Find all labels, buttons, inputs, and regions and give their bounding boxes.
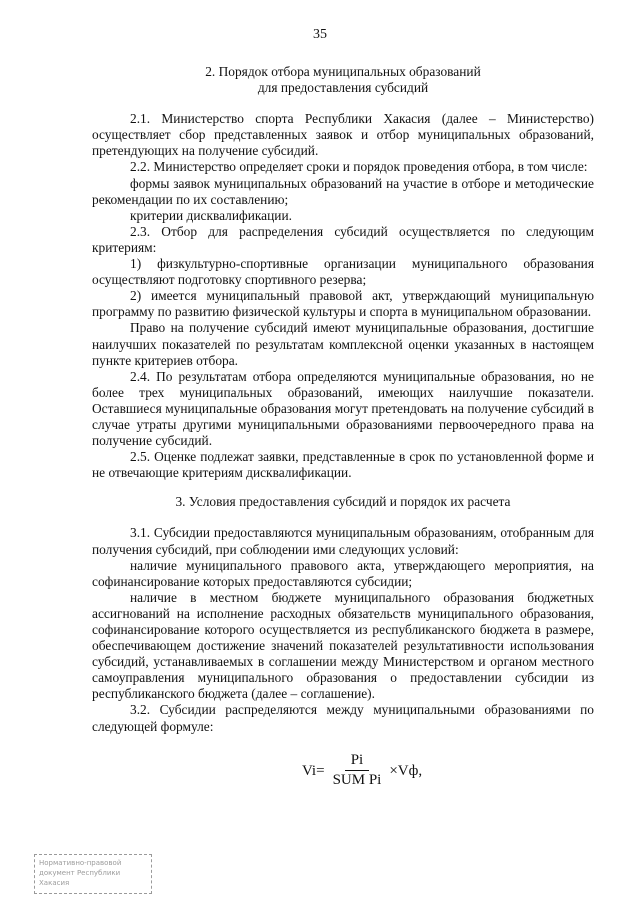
paragraph-2-3-right: Право на получение субсидий имеют муниципальные образования, достигшие наилучших показателей по результатам комплексной оценки указанных в настоящем пункте критериев отбора. bbox=[92, 320, 594, 368]
stamp-line-3: Хакасия bbox=[39, 879, 70, 887]
paragraph-3-1-condition-2: наличие в местном бюджете муниципального образования бюджетных ассигнований на исполнение расходных обязательств муниципального образования, софинансирование которого осуществляется из республиканского бюджета в размере, обеспечивающем достижение значений показателей результативности использования субсидий, устанавливаемых в соглашении между Министерством и органом местного самоуправления муниципального образования о предоставлении субсидии из республиканского бюджета (далее – соглашение). bbox=[92, 589, 594, 702]
formula-numerator: Pi bbox=[345, 752, 370, 771]
paragraph-2-1: 2.1. Министерство спорта Республики Хакасия (далее – Министерство) осуществляет сбор представленных заявок и отбор муниципальных образований, претендующих на получение субсидий. bbox=[92, 111, 594, 159]
paragraph-2-3-item-1: 1) физкультурно-спортивные организации муниципального образования осуществляют подготовку спортивного резерва; bbox=[92, 256, 594, 288]
paragraph-3-2: 3.2. Субсидии распределяются между муниципальными образованиями по следующей формуле: bbox=[92, 702, 594, 734]
section-2-heading bbox=[92, 64, 594, 96]
formula-denominator: SUM Pi bbox=[332, 772, 382, 789]
paragraph-2-5: 2.5. Оценке подлежат заявки, представленные в срок по установленной форме и не отвечающие критериям дисквалификации. bbox=[92, 449, 594, 481]
formula-fraction bbox=[327, 752, 388, 789]
paragraph-3-1: 3.1. Субсидии предоставляются муниципальным образованиям, отобранным для получения субсидий, при соблюдении ими следующих условий: bbox=[92, 525, 594, 557]
registry-stamp bbox=[34, 854, 152, 894]
formula-row bbox=[92, 749, 594, 797]
subsidy-formula bbox=[302, 749, 422, 793]
paragraph-2-3-item-2: 2) имеется муниципальный правовой акт, утверждающий муниципальную программу по развитию физической культуры и спорта в муниципальном образовании. bbox=[92, 288, 594, 320]
paragraph-2-2-criteria: критерии дисквалификации. bbox=[130, 207, 292, 223]
formula-rhs: ×Vф, bbox=[389, 762, 423, 779]
paragraph-2-2-forms: формы заявок муниципальных образований на участие в отборе и методические рекомендации по их составлению; bbox=[92, 175, 594, 207]
paragraph-2-4: 2.4. По результатам отбора определяются муниципальные образования, но не более трех муниципальных образований, имеющих наилучшие показатели. Оставшиеся муниципальные образования могут претендовать на получение субсидий в случае утраты другими муниципальными образованиями первоочередного права на получение субсидий. bbox=[92, 368, 594, 449]
stamp-line-1: Нормативно-правовой bbox=[39, 859, 122, 867]
stamp-line-2: документ Республики bbox=[39, 869, 121, 877]
paragraph-3-1-condition-1: наличие муниципального правового акта, утверждающего мероприятия, на софинансирование которых предоставляются субсидии; bbox=[92, 557, 594, 589]
section-2-heading-line-2: для предоставления субсидий bbox=[257, 80, 429, 96]
section-3-heading: 3. Условия предоставления субсидий и порядок их расчета bbox=[175, 494, 511, 510]
section-2-heading-line-1: 2. Порядок отбора муниципальных образований bbox=[205, 64, 481, 79]
formula-lhs: Vi= bbox=[302, 762, 325, 779]
page-number: 35 bbox=[313, 27, 327, 42]
paragraph-2-3: 2.3. Отбор для распределения субсидий осуществляется по следующим критериям: bbox=[92, 223, 594, 255]
document-body bbox=[92, 64, 594, 797]
paragraph-2-2: 2.2. Министерство определяет сроки и порядок проведения отбора, в том числе: bbox=[130, 159, 588, 175]
